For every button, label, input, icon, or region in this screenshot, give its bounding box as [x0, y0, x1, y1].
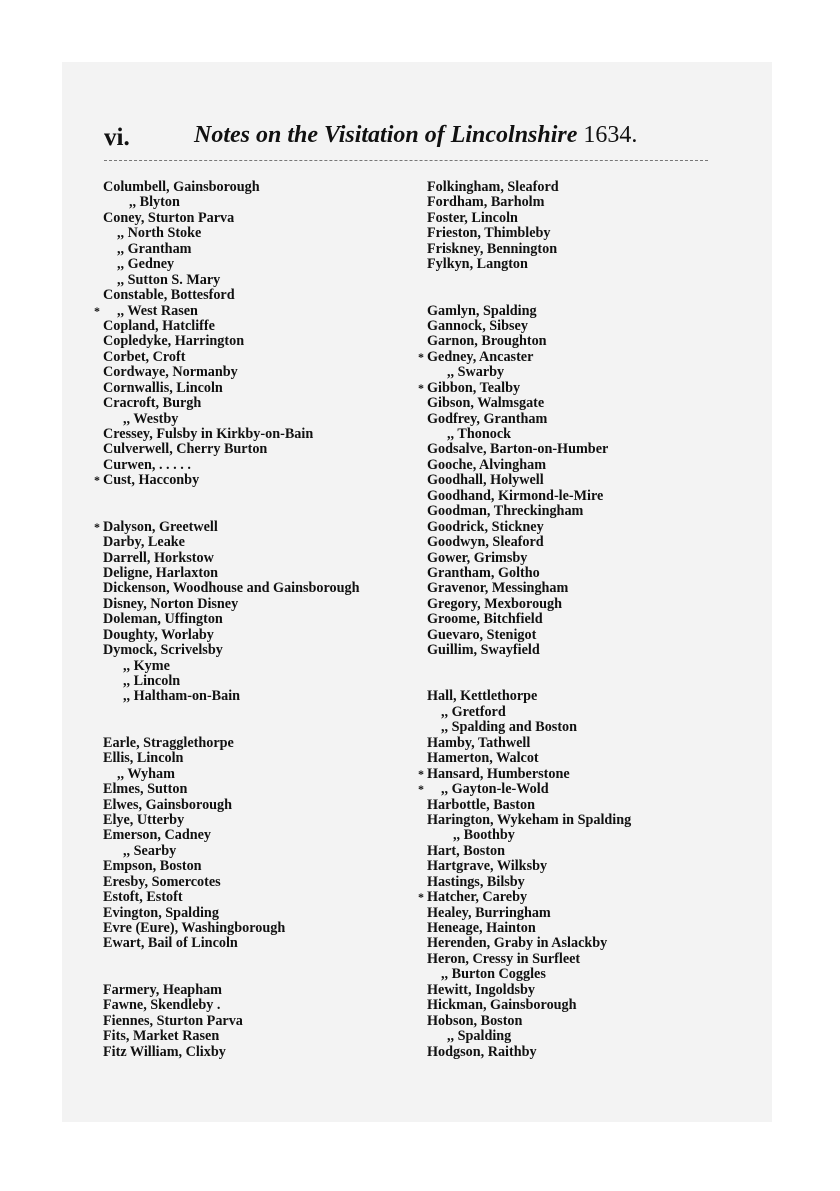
index-entry [103, 782, 403, 797]
index-entry [427, 581, 727, 596]
entry-text: Hodgson, Raithby [427, 1043, 537, 1060]
index-entry [103, 365, 403, 380]
index-entry [427, 304, 727, 319]
entry-text: Evington, Spalding [103, 904, 219, 921]
entry-text: ,, Gretford [441, 703, 506, 720]
entry-text: ,, Lincoln [123, 673, 181, 689]
left-column [94, 179, 403, 1060]
index-entry [427, 365, 727, 380]
index-entry [103, 180, 403, 195]
index-entry [427, 813, 727, 828]
entry-text: Cornwallis, Lincoln [103, 379, 223, 396]
index-entry [427, 458, 727, 473]
entry-text: Doughty, Worlaby [103, 626, 214, 643]
entry-text: Heron, Cressy in Surfleet [427, 950, 581, 967]
entry-text: Copland, Hatcliffe [103, 317, 215, 334]
index-entry [103, 551, 403, 566]
entry-text: ,, Haltham-on-Bain [123, 688, 241, 705]
entry-text: Hart, Boston [427, 842, 506, 859]
entry-text: Gedney, Ancaster [427, 348, 534, 365]
entry-text: Frieston, Thimbleby [427, 225, 551, 242]
entry-text: Gibson, Walmsgate [427, 395, 545, 412]
index-entry [103, 736, 403, 751]
entry-text: Herenden, Graby in Aslackby [427, 935, 608, 952]
index-entry [103, 890, 403, 905]
index-entry [427, 257, 727, 272]
index-entry [103, 1014, 403, 1029]
entry-text: Goodhall, Holywell [427, 472, 544, 489]
index-entry [427, 705, 727, 720]
entry-text: Earle, Stragglethorpe [103, 734, 234, 751]
entry-text: Hastings, Bilsby [427, 873, 525, 890]
index-entry [103, 319, 403, 334]
index-entry [427, 319, 727, 334]
entry-gap [103, 504, 403, 519]
entry-text: ,, Westby [123, 410, 179, 427]
index-entry [103, 936, 403, 951]
entry-text: Dalyson, Greetwell [103, 518, 218, 535]
index-entry [427, 566, 727, 581]
entry-text: Hansard, Humberstone [427, 765, 570, 782]
entry-text: Harington, Wykeham in Spalding [427, 811, 632, 828]
index-entry [103, 643, 403, 658]
entry-gap [103, 720, 403, 735]
star-marker: * [94, 303, 100, 318]
index-entry [427, 906, 727, 921]
entry-text: Fitz William, Clixby [103, 1043, 226, 1060]
index-entry [418, 781, 727, 798]
index-entry [427, 427, 727, 442]
entry-text: Gravenor, Messingham [427, 580, 569, 597]
entry-gap [427, 273, 727, 288]
entry-text: Elwes, Gainsborough [103, 796, 233, 813]
index-entry [103, 751, 403, 766]
star-marker: * [418, 349, 424, 364]
index-entry [103, 288, 403, 303]
index-entry [94, 518, 403, 535]
title-year: 1634. [583, 122, 638, 148]
entry-text: Deligne, Harlaxton [103, 564, 219, 581]
entry-text: Heneage, Hainton [427, 920, 536, 936]
entry-text: Dymock, Scrivelsby [103, 642, 223, 659]
entry-text: Healey, Burringham [427, 904, 551, 921]
index-entry [427, 226, 727, 241]
entry-text: ,, Wyham [117, 765, 175, 782]
running-header [104, 118, 704, 162]
index-entry [427, 195, 727, 210]
entry-text: ,, West Rasen [117, 302, 198, 319]
entry-text: Hamerton, Walcot [427, 750, 539, 767]
entry-text: Farmery, Heapham [103, 981, 222, 998]
entry-text: Friskney, Bennington [427, 240, 558, 257]
index-entry [418, 348, 727, 365]
index-entry [103, 412, 403, 427]
entry-text: Goodrick, Stickney [427, 518, 544, 535]
index-entry [103, 1029, 403, 1044]
entry-text: ,, Searby [123, 842, 177, 859]
index-entry [427, 520, 727, 535]
index-entry [427, 859, 727, 874]
entry-text: Fits, Market Rasen [103, 1028, 220, 1045]
index-entry [427, 720, 727, 735]
entry-text: Corbet, Croft [103, 348, 186, 365]
index-entry [103, 535, 403, 550]
entry-text: Goodwyn, Sleaford [427, 534, 544, 551]
entry-text: Gooche, Alvingham [427, 456, 547, 473]
entry-text: Ewart, Bail of Lincoln [103, 935, 238, 952]
index-entry [103, 983, 403, 998]
index-entry [103, 581, 403, 596]
entry-text: Eresby, Somercotes [103, 873, 221, 890]
star-marker: * [418, 890, 424, 905]
index-entry [427, 1029, 727, 1044]
index-entry [103, 659, 403, 674]
entry-text: Goodman, Threckingham [427, 503, 584, 520]
title-text: Notes on the Visitation of Lincolnshire [194, 122, 578, 148]
index-entry [427, 442, 727, 457]
entry-text: Cressey, Fulsby in Kirkby-on-Bain [103, 426, 314, 442]
entry-text: Ellis, Lincoln [103, 750, 184, 767]
star-marker: * [418, 380, 424, 395]
entry-gap [103, 952, 403, 967]
index-entry [103, 211, 403, 226]
entry-text: Goodhand, Kirmond-le-Mire [427, 487, 604, 504]
index-entry [427, 334, 727, 349]
entry-text: Garnon, Broughton [427, 333, 547, 350]
index-entry [103, 628, 403, 643]
index-entry [103, 674, 403, 689]
entry-text: Cracroft, Burgh [103, 395, 202, 412]
index-entry [418, 379, 727, 396]
entry-text: ,, Sutton S. Mary [117, 271, 221, 288]
entry-text: Harbottle, Baston [427, 796, 535, 813]
index-entry [427, 983, 727, 998]
entry-text: Disney, Norton Disney [103, 595, 239, 612]
index-entry [427, 967, 727, 982]
entry-text: Fordham, Barholm [427, 194, 545, 211]
index-entry [427, 612, 727, 627]
entry-text: ,, Kyme [123, 657, 170, 674]
entry-text: Gannock, Sibsey [427, 317, 528, 334]
star-marker: * [94, 473, 100, 488]
entry-text: Evre (Eure), Washingborough [103, 920, 286, 936]
entry-text: Guillim, Swayfield [427, 642, 540, 659]
index-entry [103, 458, 403, 473]
index-entry [427, 1045, 727, 1060]
entry-text: Hamby, Tathwell [427, 734, 531, 751]
entry-text: Grantham, Goltho [427, 564, 540, 581]
entry-text: Estoft, Estoft [103, 889, 183, 906]
entry-text: ,, Thonock [447, 426, 512, 442]
index-entry [427, 489, 727, 504]
entry-text: Darby, Leake [103, 534, 185, 551]
index-entry [103, 226, 403, 241]
entry-text: Dickenson, Woodhouse and Gainsborough [103, 580, 360, 597]
index-entry [427, 689, 727, 704]
index-entry [427, 504, 727, 519]
entry-text: Cust, Hacconby [103, 472, 200, 489]
index-entry [103, 427, 403, 442]
entry-gap [427, 288, 727, 303]
index-entry [427, 844, 727, 859]
index-entry [103, 566, 403, 581]
index-entry [427, 412, 727, 427]
index-entry [103, 998, 403, 1013]
entry-text: Hewitt, Ingoldsby [427, 981, 535, 998]
entry-text: Elye, Utterby [103, 811, 185, 828]
entry-text: Godfrey, Grantham [427, 410, 548, 427]
entry-text: Emerson, Cadney [103, 827, 211, 844]
entry-text: ,, Blyton [129, 194, 180, 211]
index-entry [427, 736, 727, 751]
entry-text: ,, Swarby [447, 364, 505, 381]
entry-text: Constable, Bottesford [103, 287, 235, 304]
index-entry [418, 765, 727, 782]
index-entry [427, 211, 727, 226]
index-entry [103, 798, 403, 813]
index-entry [103, 350, 403, 365]
index-entry [103, 875, 403, 890]
index-entry [427, 628, 727, 643]
index-entry [103, 273, 403, 288]
index-entry [103, 381, 403, 396]
entry-text: Hobson, Boston [427, 1012, 523, 1029]
index-entry [103, 767, 403, 782]
index-entry [103, 612, 403, 627]
entry-text: Columbell, Gainsborough [103, 179, 260, 195]
entry-text: Gower, Grimsby [427, 549, 528, 566]
index-entry [103, 859, 403, 874]
entry-text: Curwen, . . . . . [103, 456, 191, 473]
index-entry [427, 828, 727, 843]
index-entry [103, 257, 403, 272]
entry-text: Hartgrave, Wilksby [427, 858, 548, 875]
entry-text: Fawne, Skendleby . [103, 997, 221, 1014]
index-entry [103, 242, 403, 257]
entry-gap [103, 967, 403, 982]
entry-gap [427, 659, 727, 674]
index-entry [427, 952, 727, 967]
entry-text: Godsalve, Barton-on-Humber [427, 441, 609, 458]
index-entry [103, 1045, 403, 1060]
index-entry [103, 844, 403, 859]
index-entry [427, 998, 727, 1013]
entry-text: Folkingham, Sleaford [427, 179, 559, 195]
entry-text: Darrell, Horkstow [103, 549, 214, 566]
index-entry [427, 798, 727, 813]
index-entry [94, 302, 403, 319]
entry-text: ,, Spalding [447, 1028, 512, 1045]
entry-text: Hickman, Gainsborough [427, 997, 577, 1014]
entry-gap [103, 489, 403, 504]
star-marker: * [418, 782, 424, 797]
entry-text: Empson, Boston [103, 858, 202, 875]
index-entry [427, 242, 727, 257]
entry-text: Hall, Kettlethorpe [427, 688, 538, 705]
entry-text: Gregory, Mexborough [427, 595, 563, 612]
index-entry [103, 828, 403, 843]
index-entry [427, 535, 727, 550]
index-entry [103, 442, 403, 457]
entry-text: Gibbon, Tealby [427, 379, 521, 396]
index-entry [103, 334, 403, 349]
entry-text: Copledyke, Harrington [103, 333, 245, 350]
index-entry [427, 597, 727, 612]
entry-text: Elmes, Sutton [103, 781, 188, 798]
index-entry [427, 1014, 727, 1029]
entry-text: Groome, Bitchfield [427, 611, 543, 628]
star-marker: * [418, 766, 424, 781]
entry-text: ,, Gayton-le-Wold [441, 781, 549, 798]
entry-gap [103, 705, 403, 720]
index-entry [103, 597, 403, 612]
index-entry [427, 643, 727, 658]
entry-text: ,, Burton Coggles [441, 966, 546, 983]
index-entry [427, 396, 727, 411]
entry-text: Doleman, Uffington [103, 611, 223, 628]
index-entry [103, 906, 403, 921]
entry-text: Foster, Lincoln [427, 209, 518, 226]
entry-text: ,, Spalding and Boston [441, 719, 578, 736]
index-entry [427, 473, 727, 488]
header-rule [104, 160, 708, 161]
entry-text: Fiennes, Sturton Parva [103, 1012, 243, 1029]
index-entry [427, 875, 727, 890]
index-entry [427, 921, 727, 936]
index-entry [427, 551, 727, 566]
running-title [194, 122, 637, 149]
index-entry [427, 751, 727, 766]
index-entry [103, 195, 403, 210]
index-entry [103, 813, 403, 828]
right-column [418, 179, 727, 1060]
index-entry [103, 396, 403, 411]
entry-text: Cordwaye, Normanby [103, 364, 238, 381]
entry-gap [427, 674, 727, 689]
page-number: vi. [104, 124, 130, 151]
index-entry [427, 936, 727, 951]
index-entry [103, 689, 403, 704]
entry-text: Culverwell, Cherry Burton [103, 441, 268, 458]
star-marker: * [94, 519, 100, 534]
index-entry [94, 472, 403, 489]
index-entry [103, 921, 403, 936]
entry-text: Fylkyn, Langton [427, 256, 528, 273]
entry-text: Coney, Sturton Parva [103, 209, 235, 226]
entry-text: ,, Gedney [117, 256, 175, 273]
index-entry [427, 180, 727, 195]
index-entry [418, 889, 727, 906]
entry-text: Gamlyn, Spalding [427, 302, 537, 319]
entry-text: ,, Boothby [453, 827, 515, 844]
entry-text: Guevaro, Stenigot [427, 626, 537, 643]
entry-text: ,, Grantham [117, 240, 192, 257]
entry-text: ,, North Stoke [117, 225, 202, 242]
entry-text: Hatcher, Careby [427, 889, 528, 906]
